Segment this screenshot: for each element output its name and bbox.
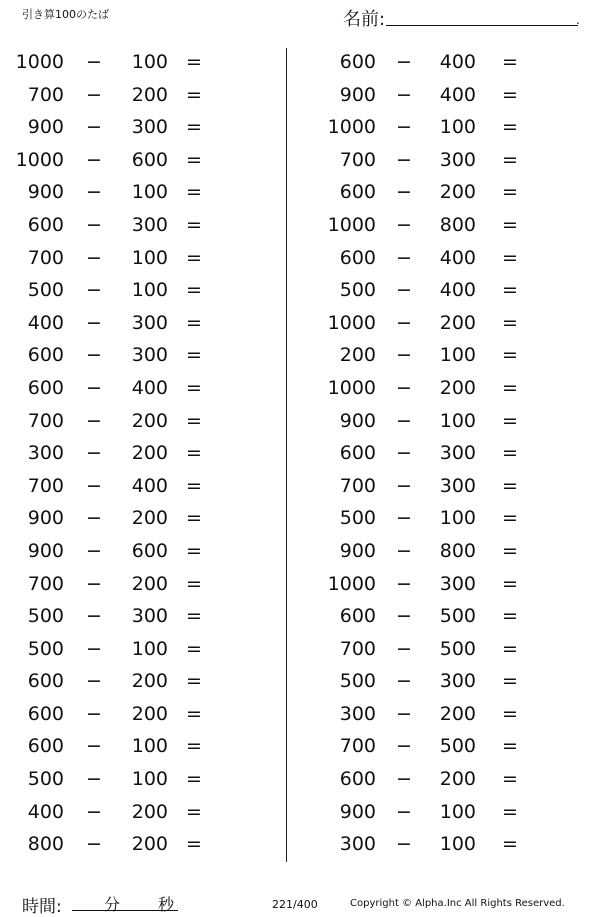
minus-sign: − bbox=[396, 442, 412, 465]
minus-sign: − bbox=[396, 768, 412, 791]
name-field-end-dot: . bbox=[576, 13, 580, 27]
minus-sign: − bbox=[86, 51, 102, 73]
subtrahend: 100 bbox=[131, 279, 168, 302]
subtrahend: 200 bbox=[439, 376, 476, 399]
equals-sign: = bbox=[502, 279, 518, 302]
subtrahend: 100 bbox=[131, 735, 168, 758]
minuend: 800 bbox=[27, 833, 64, 856]
minuend: 600 bbox=[27, 670, 64, 693]
subtrahend: 300 bbox=[131, 344, 168, 367]
minuend: 500 bbox=[27, 637, 64, 660]
minuend: 400 bbox=[27, 311, 64, 334]
minuend: 1000 bbox=[15, 51, 64, 73]
minuend: 700 bbox=[339, 735, 376, 758]
subtrahend: 300 bbox=[131, 311, 168, 334]
subtrahend: 100 bbox=[131, 181, 168, 204]
minus-sign: − bbox=[396, 507, 412, 530]
minus-sign: − bbox=[396, 83, 412, 106]
copyright-text: Copyright © Alpha.Inc All Rights Reserved. bbox=[350, 898, 565, 909]
equals-sign: = bbox=[186, 670, 202, 693]
minuend: 700 bbox=[27, 474, 64, 497]
equals-sign: = bbox=[502, 637, 518, 660]
minuend: 600 bbox=[27, 213, 64, 236]
equals-sign: = bbox=[502, 83, 518, 106]
minuend: 900 bbox=[339, 83, 376, 106]
equals-sign: = bbox=[186, 213, 202, 236]
minus-sign: − bbox=[396, 344, 412, 367]
minus-sign: − bbox=[86, 833, 102, 856]
subtrahend: 300 bbox=[131, 605, 168, 628]
minuend: 200 bbox=[339, 344, 376, 367]
subtrahend: 200 bbox=[131, 800, 168, 823]
equals-sign: = bbox=[502, 442, 518, 465]
worksheet-title: 引き算100のたば bbox=[22, 8, 109, 21]
page-number: 221/400 bbox=[272, 898, 318, 911]
subtrahend: 400 bbox=[131, 376, 168, 399]
minus-sign: − bbox=[86, 637, 102, 660]
subtrahend: 200 bbox=[439, 181, 476, 204]
minus-sign: − bbox=[396, 735, 412, 758]
minuend: 500 bbox=[27, 768, 64, 791]
minuend: 900 bbox=[339, 539, 376, 562]
equals-sign: = bbox=[502, 474, 518, 497]
equals-sign: = bbox=[502, 833, 518, 856]
subtrahend: 100 bbox=[439, 344, 476, 367]
subtrahend: 300 bbox=[131, 116, 168, 139]
subtrahend: 800 bbox=[439, 539, 476, 562]
minuend: 900 bbox=[339, 409, 376, 432]
subtrahend: 300 bbox=[439, 572, 476, 595]
minuend: 500 bbox=[339, 670, 376, 693]
subtrahend: 200 bbox=[131, 442, 168, 465]
minus-sign: − bbox=[86, 702, 102, 725]
minus-sign: − bbox=[396, 833, 412, 856]
minuend: 600 bbox=[27, 702, 64, 725]
minuend: 700 bbox=[27, 83, 64, 106]
subtrahend: 500 bbox=[439, 637, 476, 660]
equals-sign: = bbox=[186, 409, 202, 432]
minus-sign: − bbox=[396, 148, 412, 171]
equals-sign: = bbox=[186, 442, 202, 465]
equals-sign: = bbox=[186, 311, 202, 334]
minuend: 900 bbox=[27, 116, 64, 139]
minus-sign: − bbox=[396, 637, 412, 660]
equals-sign: = bbox=[502, 116, 518, 139]
equals-sign: = bbox=[502, 539, 518, 562]
subtrahend: 600 bbox=[131, 148, 168, 171]
minus-sign: − bbox=[86, 800, 102, 823]
equals-sign: = bbox=[186, 51, 202, 73]
minus-sign: − bbox=[86, 344, 102, 367]
minus-sign: − bbox=[396, 181, 412, 204]
subtrahend: 500 bbox=[439, 735, 476, 758]
minuend: 700 bbox=[339, 474, 376, 497]
equals-sign: = bbox=[502, 605, 518, 628]
minuend: 900 bbox=[27, 539, 64, 562]
minuend: 500 bbox=[339, 279, 376, 302]
minuend: 900 bbox=[27, 181, 64, 204]
subtrahend: 200 bbox=[439, 768, 476, 791]
equals-sign: = bbox=[186, 83, 202, 106]
minus-sign: − bbox=[86, 474, 102, 497]
equals-sign: = bbox=[186, 474, 202, 497]
subtrahend: 200 bbox=[439, 311, 476, 334]
subtrahend: 100 bbox=[439, 409, 476, 432]
minuend: 700 bbox=[27, 572, 64, 595]
name-label: 名前: bbox=[343, 9, 386, 30]
subtrahend: 400 bbox=[439, 246, 476, 269]
seconds-label: 秒 bbox=[158, 895, 175, 914]
subtrahend: 500 bbox=[439, 605, 476, 628]
subtrahend: 200 bbox=[131, 409, 168, 432]
minuend: 1000 bbox=[327, 213, 376, 236]
subtrahend: 100 bbox=[131, 246, 168, 269]
subtrahend: 200 bbox=[131, 833, 168, 856]
minus-sign: − bbox=[86, 605, 102, 628]
equals-sign: = bbox=[186, 279, 202, 302]
subtrahend: 100 bbox=[131, 51, 168, 73]
minus-sign: − bbox=[396, 539, 412, 562]
minuend: 1000 bbox=[327, 311, 376, 334]
minuend: 900 bbox=[339, 800, 376, 823]
equals-sign: = bbox=[186, 637, 202, 660]
time-label: 時間: bbox=[22, 897, 62, 917]
equals-sign: = bbox=[502, 181, 518, 204]
subtrahend: 200 bbox=[131, 702, 168, 725]
minus-sign: − bbox=[86, 213, 102, 236]
subtrahend: 100 bbox=[439, 800, 476, 823]
minus-sign: − bbox=[86, 539, 102, 562]
minus-sign: − bbox=[86, 572, 102, 595]
minus-sign: − bbox=[396, 213, 412, 236]
subtrahend: 200 bbox=[131, 670, 168, 693]
minuend: 600 bbox=[339, 51, 376, 73]
minuend: 300 bbox=[339, 702, 376, 725]
minus-sign: − bbox=[396, 246, 412, 269]
minuend: 1000 bbox=[327, 572, 376, 595]
equals-sign: = bbox=[186, 148, 202, 171]
minus-sign: − bbox=[396, 605, 412, 628]
minus-sign: − bbox=[86, 148, 102, 171]
equals-sign: = bbox=[502, 670, 518, 693]
equals-sign: = bbox=[502, 507, 518, 530]
minuend: 600 bbox=[339, 768, 376, 791]
minuend: 1000 bbox=[327, 376, 376, 399]
equals-sign: = bbox=[502, 409, 518, 432]
equals-sign: = bbox=[186, 376, 202, 399]
minus-sign: − bbox=[396, 279, 412, 302]
equals-sign: = bbox=[186, 800, 202, 823]
equals-sign: = bbox=[502, 768, 518, 791]
equals-sign: = bbox=[502, 572, 518, 595]
minus-sign: − bbox=[86, 507, 102, 530]
minuend: 900 bbox=[27, 507, 64, 530]
name-field-line bbox=[386, 25, 578, 26]
equals-sign: = bbox=[186, 246, 202, 269]
minuend: 500 bbox=[27, 605, 64, 628]
minuend: 700 bbox=[339, 637, 376, 660]
minus-sign: − bbox=[396, 116, 412, 139]
subtrahend: 800 bbox=[439, 213, 476, 236]
minus-sign: − bbox=[86, 246, 102, 269]
equals-sign: = bbox=[186, 572, 202, 595]
equals-sign: = bbox=[186, 116, 202, 139]
minuend: 400 bbox=[27, 800, 64, 823]
minuend: 700 bbox=[27, 246, 64, 269]
minus-sign: − bbox=[86, 181, 102, 204]
minus-sign: − bbox=[86, 116, 102, 139]
subtrahend: 100 bbox=[131, 768, 168, 791]
minus-sign: − bbox=[396, 702, 412, 725]
subtrahend: 300 bbox=[131, 213, 168, 236]
equals-sign: = bbox=[502, 51, 518, 73]
equals-sign: = bbox=[186, 344, 202, 367]
minus-sign: − bbox=[86, 409, 102, 432]
minuend: 600 bbox=[339, 181, 376, 204]
minuend: 600 bbox=[339, 605, 376, 628]
minuend: 700 bbox=[27, 409, 64, 432]
minus-sign: − bbox=[396, 409, 412, 432]
minuend: 500 bbox=[27, 279, 64, 302]
subtrahend: 200 bbox=[131, 83, 168, 106]
minuend: 500 bbox=[339, 507, 376, 530]
equals-sign: = bbox=[186, 539, 202, 562]
equals-sign: = bbox=[502, 344, 518, 367]
subtrahend: 100 bbox=[131, 637, 168, 660]
minus-sign: − bbox=[396, 376, 412, 399]
subtrahend: 100 bbox=[439, 507, 476, 530]
minus-sign: − bbox=[86, 376, 102, 399]
equals-sign: = bbox=[502, 246, 518, 269]
minutes-label: 分 bbox=[104, 895, 121, 914]
minuend: 1000 bbox=[327, 116, 376, 139]
minus-sign: − bbox=[396, 311, 412, 334]
minuend: 300 bbox=[27, 442, 64, 465]
column-divider bbox=[286, 48, 287, 862]
equals-sign: = bbox=[186, 735, 202, 758]
equals-sign: = bbox=[502, 213, 518, 236]
minuend: 600 bbox=[27, 735, 64, 758]
minus-sign: − bbox=[86, 735, 102, 758]
subtrahend: 300 bbox=[439, 148, 476, 171]
minus-sign: − bbox=[396, 670, 412, 693]
minus-sign: − bbox=[86, 83, 102, 106]
equals-sign: = bbox=[186, 702, 202, 725]
subtrahend: 100 bbox=[439, 833, 476, 856]
subtrahend: 200 bbox=[439, 702, 476, 725]
subtrahend: 400 bbox=[439, 83, 476, 106]
minus-sign: − bbox=[396, 51, 412, 73]
minus-sign: − bbox=[396, 800, 412, 823]
equals-sign: = bbox=[186, 833, 202, 856]
equals-sign: = bbox=[186, 181, 202, 204]
minuend: 300 bbox=[339, 833, 376, 856]
subtrahend: 100 bbox=[439, 116, 476, 139]
equals-sign: = bbox=[186, 507, 202, 530]
minuend: 600 bbox=[27, 344, 64, 367]
subtrahend: 400 bbox=[131, 474, 168, 497]
subtrahend: 200 bbox=[131, 572, 168, 595]
equals-sign: = bbox=[502, 311, 518, 334]
minuend: 1000 bbox=[15, 148, 64, 171]
minus-sign: − bbox=[86, 442, 102, 465]
minus-sign: − bbox=[86, 279, 102, 302]
minus-sign: − bbox=[396, 572, 412, 595]
equals-sign: = bbox=[502, 735, 518, 758]
minus-sign: − bbox=[86, 311, 102, 334]
equals-sign: = bbox=[502, 702, 518, 725]
minus-sign: − bbox=[396, 474, 412, 497]
subtrahend: 300 bbox=[439, 442, 476, 465]
subtrahend: 400 bbox=[439, 51, 476, 73]
equals-sign: = bbox=[502, 376, 518, 399]
minuend: 600 bbox=[339, 246, 376, 269]
equals-sign: = bbox=[186, 768, 202, 791]
subtrahend: 400 bbox=[439, 279, 476, 302]
minuend: 700 bbox=[339, 148, 376, 171]
equals-sign: = bbox=[186, 605, 202, 628]
subtrahend: 300 bbox=[439, 474, 476, 497]
subtrahend: 200 bbox=[131, 507, 168, 530]
minus-sign: − bbox=[86, 670, 102, 693]
equals-sign: = bbox=[502, 148, 518, 171]
minuend: 600 bbox=[27, 376, 64, 399]
equals-sign: = bbox=[502, 800, 518, 823]
minus-sign: − bbox=[86, 768, 102, 791]
minuend: 600 bbox=[339, 442, 376, 465]
subtrahend: 300 bbox=[439, 670, 476, 693]
subtrahend: 600 bbox=[131, 539, 168, 562]
